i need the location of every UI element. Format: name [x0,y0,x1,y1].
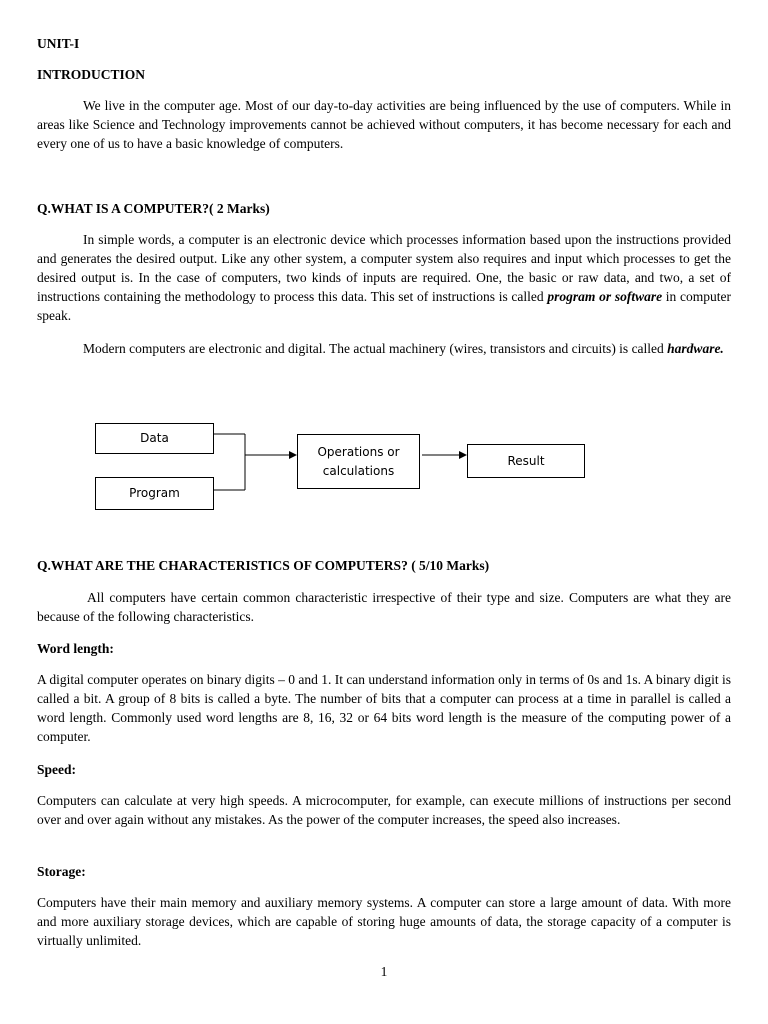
speed-paragraph: Computers can calculate at very high speeds. A microcomputer, for example, can execute millions of instructions per second over and over again without any mistakes. As the power of the computer increases, the speed also increases. [37,793,731,827]
data-label: Data [140,431,169,445]
unit-heading: UNIT-I [37,36,80,51]
storage-heading: Storage: [37,864,86,879]
hardware-emphasis: hardware. [667,341,724,356]
program-software-emphasis: program or software [547,289,663,304]
word-length-paragraph: A digital computer operates on binary digits – 0 and 1. It can understand information only in terms of 0s and 1s. A binary digit is called a bit. A group of 8 bits is called a byte. The number of bits that a computer can process at a time in parallel is called a word length. Commonly used word lengths are 8, 16, 32 or 64 bits word length is the measure of the computing power of a computer. [37,672,732,744]
operations-box [297,434,420,489]
operations-label-line1: Operations or [317,444,400,459]
introduction-heading: INTRODUCTION [37,67,146,82]
para-text: In simple words, a computer is an electronic device which processes information based upon the instructions provided and generates the desired output. Like any other system, a computer system also requires and input which processes to get the desired output is. In the case of computers, two kinds of inputs are required. One, the basic or raw data, and two, a set of instructions containing the methodology to process this data. This set of instructions is called [37,232,731,304]
page-number: 1 [380,964,388,979]
what-is-computer-paragraph [37,230,731,325]
characteristics-intro: All computers have certain common characteristic irrespective of their type and size. Computers are what they are because of the following characteristics. [37,590,731,624]
characteristics-heading: Q.WHAT ARE THE CHARACTERISTICS OF COMPUTERS? ( 5/10 Marks) [37,558,490,573]
para-text: in computer speak. [37,289,731,323]
operations-label-line2: calculations [322,463,395,478]
program-label: Program [129,486,180,500]
introduction-paragraph: We live in the computer age. Most of our day-to-day activities are being influenced by the use of computers. While in areas like Science and Technology improvements cannot be achieved without computers, it has become necessary for each and every one of us to have a basic knowledge of computers. [37,98,731,151]
word-length-heading: Word length: [37,641,114,656]
storage-paragraph: Computers have their main memory and auxiliary memory systems. A computer can store a large amount of data. With more and more auxiliary storage devices, which are capable of storing huge amounts of data, the storage capacity of a computer is virtually unlimited. [37,895,731,948]
data-box [95,423,214,454]
speed-heading: Speed: [37,762,77,777]
result-box [467,444,585,478]
hardware-paragraph [37,339,731,358]
para-text: Modern computers are electronic and digital. The actual machinery (wires, transistors and circuits) is called [83,341,668,356]
result-label: Result [507,453,545,468]
program-box [95,477,214,510]
what-is-computer-heading: Q.WHAT IS A COMPUTER?( 2 Marks) [37,201,270,216]
